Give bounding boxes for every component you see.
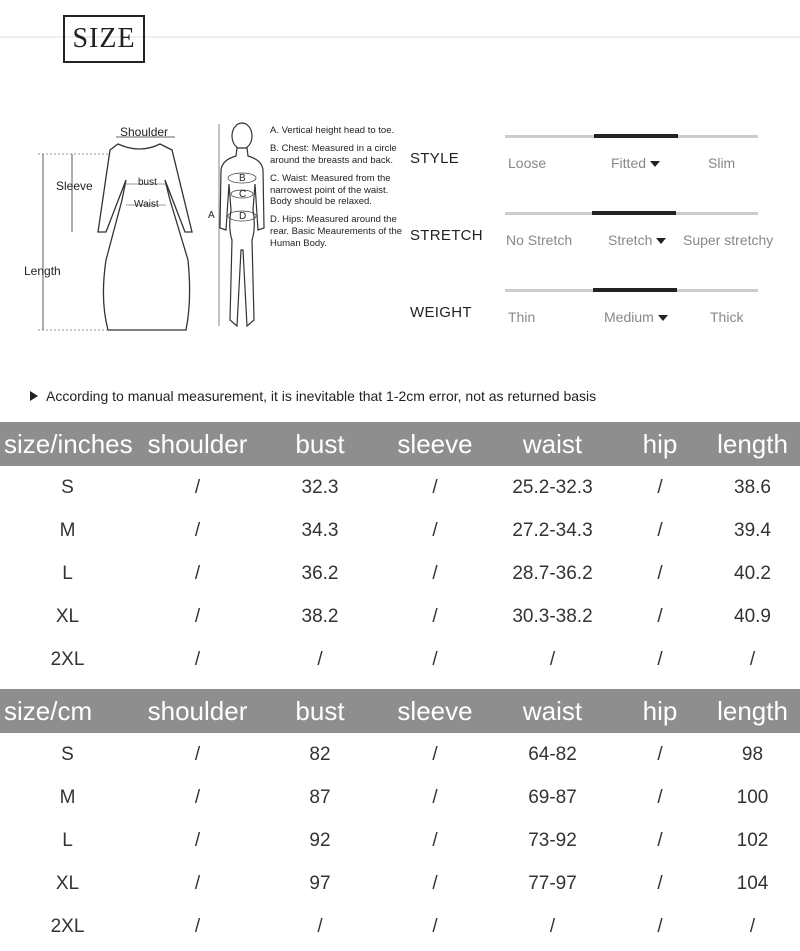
value-cell: 38.2 — [301, 605, 339, 627]
note-b: B. Chest: Measured in a circle around the breasts and back. — [270, 142, 397, 166]
value-cell: 30.3-38.2 — [512, 605, 593, 627]
style-track — [505, 135, 758, 138]
bust-label: bust — [138, 177, 157, 188]
weight-option-thick: Thick — [710, 309, 744, 325]
value-cell: / — [749, 648, 756, 670]
size-cell: XL — [55, 605, 80, 627]
unit-label: size/inches — [0, 422, 135, 466]
length-label: Length — [24, 264, 61, 278]
value-cell: / — [657, 605, 663, 627]
column-header: waist — [490, 422, 615, 466]
size-cell: 2XL — [50, 915, 85, 937]
size-cell: 2XL — [50, 648, 85, 670]
stretch-option-stretch — [608, 232, 666, 248]
value-cell: / — [432, 829, 438, 851]
b-label: B — [239, 173, 246, 184]
size-cell: L — [62, 829, 73, 851]
table-row — [0, 776, 800, 819]
caret-down-icon — [650, 161, 660, 167]
weight-scale — [410, 289, 800, 329]
value-cell: 36.2 — [301, 562, 339, 584]
value-cell: / — [317, 648, 323, 670]
column-header: length — [705, 689, 800, 733]
column-header: sleeve — [380, 422, 490, 466]
unit-label: size/cm — [0, 689, 135, 733]
style-option-loose: Loose — [508, 155, 547, 171]
value-cell: / — [432, 476, 438, 498]
table-header — [0, 422, 800, 466]
value-cell: 40.9 — [734, 605, 771, 627]
value-cell: 77-97 — [528, 872, 577, 894]
table-row — [0, 905, 800, 948]
value-cell: / — [317, 915, 323, 937]
triangle-right-icon — [30, 391, 38, 401]
value-cell: 87 — [309, 786, 331, 808]
value-cell: 100 — [736, 786, 769, 808]
value-cell: 27.2-34.3 — [512, 519, 593, 541]
note-c: C. Waist: Measured from the narrowest point of the waist. Body should be relaxed. — [270, 172, 391, 208]
weight-option-medium-text: Medium — [604, 309, 654, 325]
size-cell: M — [59, 786, 76, 808]
value-cell: / — [657, 829, 663, 851]
value-cell: 32.3 — [301, 476, 339, 498]
value-cell: / — [432, 786, 438, 808]
stretch-option-none: No Stretch — [506, 232, 573, 248]
value-cell: 102 — [736, 829, 769, 851]
stretch-option-stretch-text: Stretch — [608, 232, 653, 248]
table-row — [0, 862, 800, 905]
weight-track — [505, 289, 758, 292]
value-cell: / — [432, 605, 438, 627]
shoulder-label: Shoulder — [120, 125, 169, 139]
value-cell: / — [549, 648, 556, 670]
value-cell: / — [657, 519, 663, 541]
value-cell: / — [194, 562, 201, 584]
measurement-disclaimer — [30, 388, 596, 404]
caret-down-icon — [656, 238, 666, 244]
style-option-slim: Slim — [708, 155, 736, 171]
column-header: hip — [615, 689, 705, 733]
table-row — [0, 638, 800, 681]
column-header: sleeve — [380, 689, 490, 733]
value-cell: 73-92 — [528, 829, 577, 851]
size-cell: M — [59, 519, 76, 541]
style-option-fitted — [611, 155, 660, 171]
size-table-cm — [0, 689, 800, 948]
value-cell: / — [657, 915, 663, 937]
column-header: bust — [260, 422, 380, 466]
caret-down-icon — [658, 315, 668, 321]
table-row — [0, 733, 800, 776]
weight-selected-segment — [593, 288, 677, 292]
weight-option-medium — [604, 309, 668, 325]
value-cell: / — [194, 605, 201, 627]
column-header: hip — [615, 422, 705, 466]
value-cell: / — [657, 648, 663, 670]
value-cell: / — [194, 743, 201, 765]
style-scale — [410, 135, 800, 175]
value-cell: 25.2-32.3 — [512, 476, 593, 498]
stretch-track — [505, 212, 758, 215]
weight-label: WEIGHT — [410, 304, 472, 321]
measurement-notes — [270, 125, 405, 256]
value-cell: / — [657, 872, 663, 894]
table-row — [0, 466, 800, 509]
value-cell: 97 — [309, 872, 331, 894]
value-cell: 40.2 — [734, 562, 771, 584]
value-cell: / — [194, 872, 201, 894]
value-cell: / — [749, 915, 756, 937]
size-cell: L — [62, 562, 73, 584]
value-cell: 92 — [309, 829, 331, 851]
value-cell: / — [432, 562, 438, 584]
value-cell: 38.6 — [734, 476, 771, 498]
value-cell: / — [194, 915, 201, 937]
d-label: D — [239, 211, 247, 222]
column-header: shoulder — [135, 422, 260, 466]
note-a: A. Vertical height head to toe. — [270, 125, 395, 136]
size-cell: XL — [55, 872, 80, 894]
table-row — [0, 595, 800, 638]
value-cell: / — [432, 872, 438, 894]
stretch-label: STRETCH — [410, 227, 483, 244]
value-cell: / — [549, 915, 556, 937]
value-cell: 28.7-36.2 — [512, 562, 593, 584]
value-cell: 82 — [309, 743, 331, 765]
value-cell: / — [657, 562, 663, 584]
column-header: shoulder — [135, 689, 260, 733]
value-cell: 98 — [741, 743, 764, 765]
waist-label: Waist — [134, 199, 159, 210]
value-cell: 64-82 — [528, 743, 577, 765]
table-header — [0, 689, 800, 733]
table-row — [0, 552, 800, 595]
value-cell: 34.3 — [301, 519, 339, 541]
c-label: C — [239, 189, 247, 200]
column-header: bust — [260, 689, 380, 733]
value-cell: 39.4 — [734, 519, 771, 541]
sleeve-label: Sleeve — [56, 179, 93, 193]
table-row — [0, 819, 800, 862]
stretch-selected-segment — [592, 211, 676, 215]
table-row — [0, 509, 800, 552]
stretch-scale — [410, 212, 800, 252]
size-table-inches — [0, 422, 800, 681]
style-option-fitted-text: Fitted — [611, 155, 647, 171]
a-label: A — [208, 210, 215, 221]
size-heading: SIZE — [63, 15, 145, 63]
value-cell: / — [657, 476, 663, 498]
size-cell: S — [61, 743, 74, 765]
disclaimer-text: According to manual measurement, it is inevitable that 1-2cm error, not as returned basis — [46, 388, 597, 404]
value-cell: / — [194, 829, 201, 851]
style-label: STYLE — [410, 150, 460, 167]
value-cell: / — [432, 519, 438, 541]
value-cell: / — [432, 915, 438, 937]
value-cell: / — [657, 786, 663, 808]
value-cell: / — [194, 476, 201, 498]
style-selected-segment — [594, 134, 678, 138]
value-cell: / — [432, 743, 438, 765]
value-cell: / — [194, 519, 201, 541]
value-cell: / — [657, 743, 663, 765]
stretch-option-super: Super stretchy — [683, 232, 774, 248]
value-cell: 104 — [736, 872, 769, 894]
weight-option-thin: Thin — [508, 309, 536, 325]
size-cell: S — [61, 476, 74, 498]
value-cell: / — [194, 786, 201, 808]
column-header: length — [705, 422, 800, 466]
value-cell: / — [194, 648, 201, 670]
note-d: D. Hips: Measured around the rear. Basic Meaurements of the Human Body. — [270, 214, 403, 249]
column-header: waist — [490, 689, 615, 733]
value-cell: / — [432, 648, 438, 670]
value-cell: 69-87 — [528, 786, 577, 808]
